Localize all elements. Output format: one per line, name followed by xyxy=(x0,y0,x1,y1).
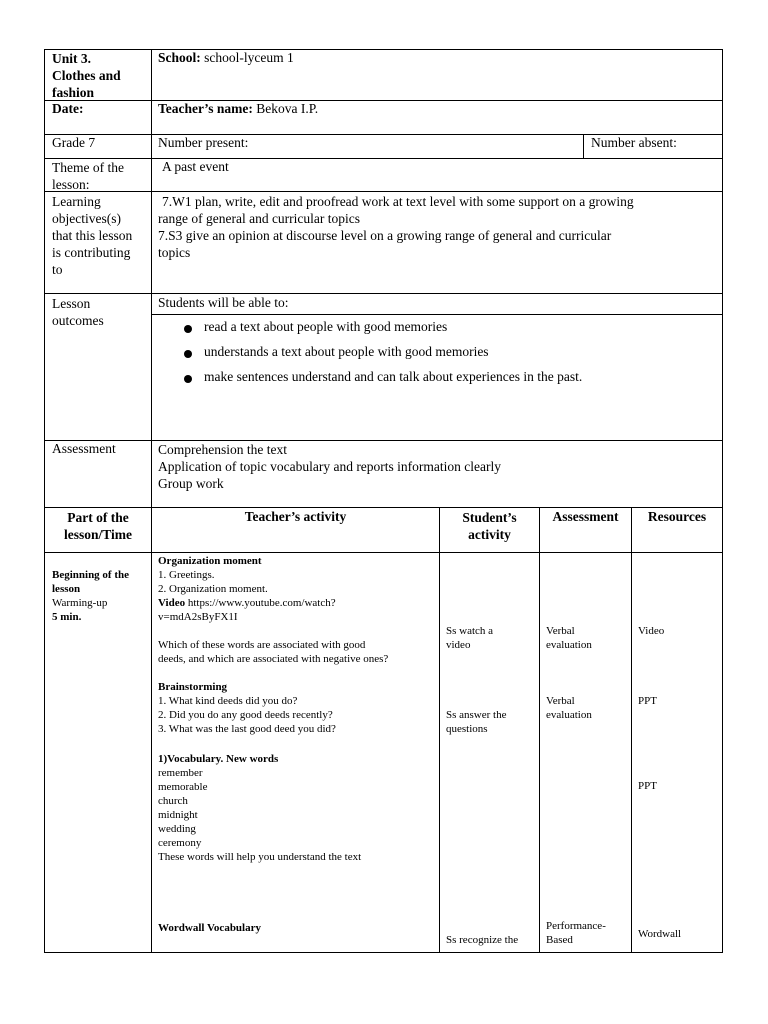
assessment-item: Application of topic vocabulary and reports information clearly xyxy=(158,459,502,474)
bullet-icon xyxy=(184,375,192,383)
assessment-cell-line: evaluation xyxy=(546,639,592,651)
video-url[interactable]: https://www.youtube.com/watch? xyxy=(187,597,336,609)
resource-4: Wordwall xyxy=(638,928,682,940)
outcome-item: understands a text about people with good memories xyxy=(204,344,489,359)
objectives-label-line: to xyxy=(52,262,63,277)
unit-line: fashion xyxy=(52,85,95,100)
header-student-line: activity xyxy=(468,527,511,542)
header-part xyxy=(45,509,151,543)
assessment-label: Assessment xyxy=(52,441,116,456)
resource-3: PPT xyxy=(638,780,657,792)
theme-label-line: lesson: xyxy=(52,177,90,192)
org-title: Organization moment xyxy=(158,555,262,567)
stage-cell xyxy=(52,568,129,624)
header-assessment: Assessment xyxy=(552,509,619,524)
objectives-label-line: that this lesson xyxy=(52,228,133,243)
teacher-label: Teacher’s name: xyxy=(158,101,253,116)
student-activity-3: Ss recognize the xyxy=(446,934,519,946)
org-item: 2. Organization moment. xyxy=(158,583,268,595)
assessment-cell-line: Verbal xyxy=(546,625,575,637)
school-label: School: xyxy=(158,50,201,65)
objective-line: range of general and curricular topics xyxy=(158,211,361,226)
assessment-cell-1 xyxy=(546,624,592,652)
student-activity-line: Ss answer the xyxy=(446,709,507,721)
objectives-label-line: objectives(s) xyxy=(52,211,121,226)
outcomes-label-line: outcomes xyxy=(52,313,104,328)
objective-line: 7.W1 plan, write, edit and proofread work at text level with some support on a growing xyxy=(162,194,634,209)
header-teacher: Teacher’s activity xyxy=(244,509,347,524)
assessment-cell-line: evaluation xyxy=(546,709,592,721)
theme-value: A past event xyxy=(162,159,229,174)
outcome-item: read a text about people with good memories xyxy=(204,319,448,334)
question-line: deeds, and which are associated with negative ones? xyxy=(158,653,389,665)
header-student-line: Student’s xyxy=(462,510,517,525)
objectives-label-line: is contributing xyxy=(52,245,131,260)
video-line xyxy=(158,596,336,610)
assessment-cell-line: Based xyxy=(546,934,573,946)
vocab-note: These words will help you understand the text xyxy=(158,851,362,863)
assessment-list xyxy=(158,441,501,492)
brainstorm-item: 1. What kind deeds did you do? xyxy=(158,695,298,707)
stage-time: 5 min. xyxy=(52,611,82,623)
brainstorm-item: 2. Did you do any good deeds recently? xyxy=(158,709,333,721)
objective-line: topics xyxy=(158,245,191,260)
vocab-word: church xyxy=(158,795,188,807)
objectives-text xyxy=(158,193,634,261)
question-line: Which of these words are associated with good xyxy=(158,639,366,651)
brainstorm-title: Brainstorming xyxy=(158,681,228,693)
bullet-icon xyxy=(184,350,192,358)
header-student xyxy=(440,509,539,543)
assessment-item: Group work xyxy=(158,476,224,491)
school-field xyxy=(158,50,294,66)
theme-label-line: Theme of the xyxy=(52,160,124,175)
teacher-activity-cell xyxy=(158,554,336,624)
assessment-cell-line: Verbal xyxy=(546,695,575,707)
student-activity-2 xyxy=(446,708,507,736)
video-label: Video xyxy=(158,597,186,609)
brainstorm-block xyxy=(158,680,336,736)
stage-title-line: lesson xyxy=(52,583,81,595)
number-absent-label: Number absent: xyxy=(591,135,677,150)
header-part-line: lesson/Time xyxy=(63,527,132,542)
teacher-value: Bekova I.P. xyxy=(256,101,319,116)
outcomes-label-line: Lesson xyxy=(52,296,91,311)
vocab-block xyxy=(158,752,361,864)
stage-title-line: Beginning of the xyxy=(52,569,130,581)
student-activity-1 xyxy=(446,624,493,652)
objective-line: 7.S3 give an opinion at discourse level on a growing range of general and curricular xyxy=(158,228,612,243)
student-activity-line: video xyxy=(446,639,471,651)
vocab-word: wedding xyxy=(158,823,196,835)
vocab-word: memorable xyxy=(158,781,208,793)
wordwall-title: Wordwall Vocabulary xyxy=(158,922,261,934)
brainstorm-item: 3. What was the last good deed you did? xyxy=(158,723,336,735)
vocab-title: 1)Vocabulary. New words xyxy=(158,753,279,765)
outcomes-label xyxy=(52,295,104,329)
number-present-label: Number present: xyxy=(158,135,249,150)
assessment-cell-3 xyxy=(546,919,606,947)
resource-2: PPT xyxy=(638,695,657,707)
teacher-field xyxy=(158,101,318,117)
assessment-cell-line: Performance- xyxy=(546,920,606,932)
video-url-cont[interactable]: v=mdA2sByFX1I xyxy=(158,611,238,623)
school-value: school-lyceum 1 xyxy=(204,50,294,65)
objectives-label-line: Learning xyxy=(52,194,101,209)
theme-label xyxy=(52,159,124,193)
stage-sub: Warming-up xyxy=(52,597,108,609)
student-activity-line: questions xyxy=(446,723,488,735)
outcomes-intro: Students will be able to: xyxy=(158,295,289,310)
assessment-item: Comprehension the text xyxy=(158,442,287,457)
outcome-item: make sentences understand and can talk about experiences in the past. xyxy=(204,369,583,384)
unit-title xyxy=(52,50,121,101)
vocab-word: remember xyxy=(158,767,203,779)
bullet-icon xyxy=(184,325,192,333)
header-resources: Resources xyxy=(647,509,707,524)
org-item: 1. Greetings. xyxy=(158,569,215,581)
unit-line: Clothes and xyxy=(52,68,121,83)
resource-1: Video xyxy=(638,625,665,637)
date-label: Date: xyxy=(52,101,84,116)
question-block xyxy=(158,638,388,666)
vocab-word: ceremony xyxy=(158,837,202,849)
objectives-label xyxy=(52,193,132,278)
grade-label: Grade 7 xyxy=(52,135,96,150)
unit-line: Unit 3. xyxy=(52,51,92,66)
student-activity-line: Ss watch a xyxy=(446,625,494,637)
assessment-cell-2 xyxy=(546,694,592,722)
vocab-word: midnight xyxy=(158,809,198,821)
header-part-line: Part of the xyxy=(67,510,129,525)
